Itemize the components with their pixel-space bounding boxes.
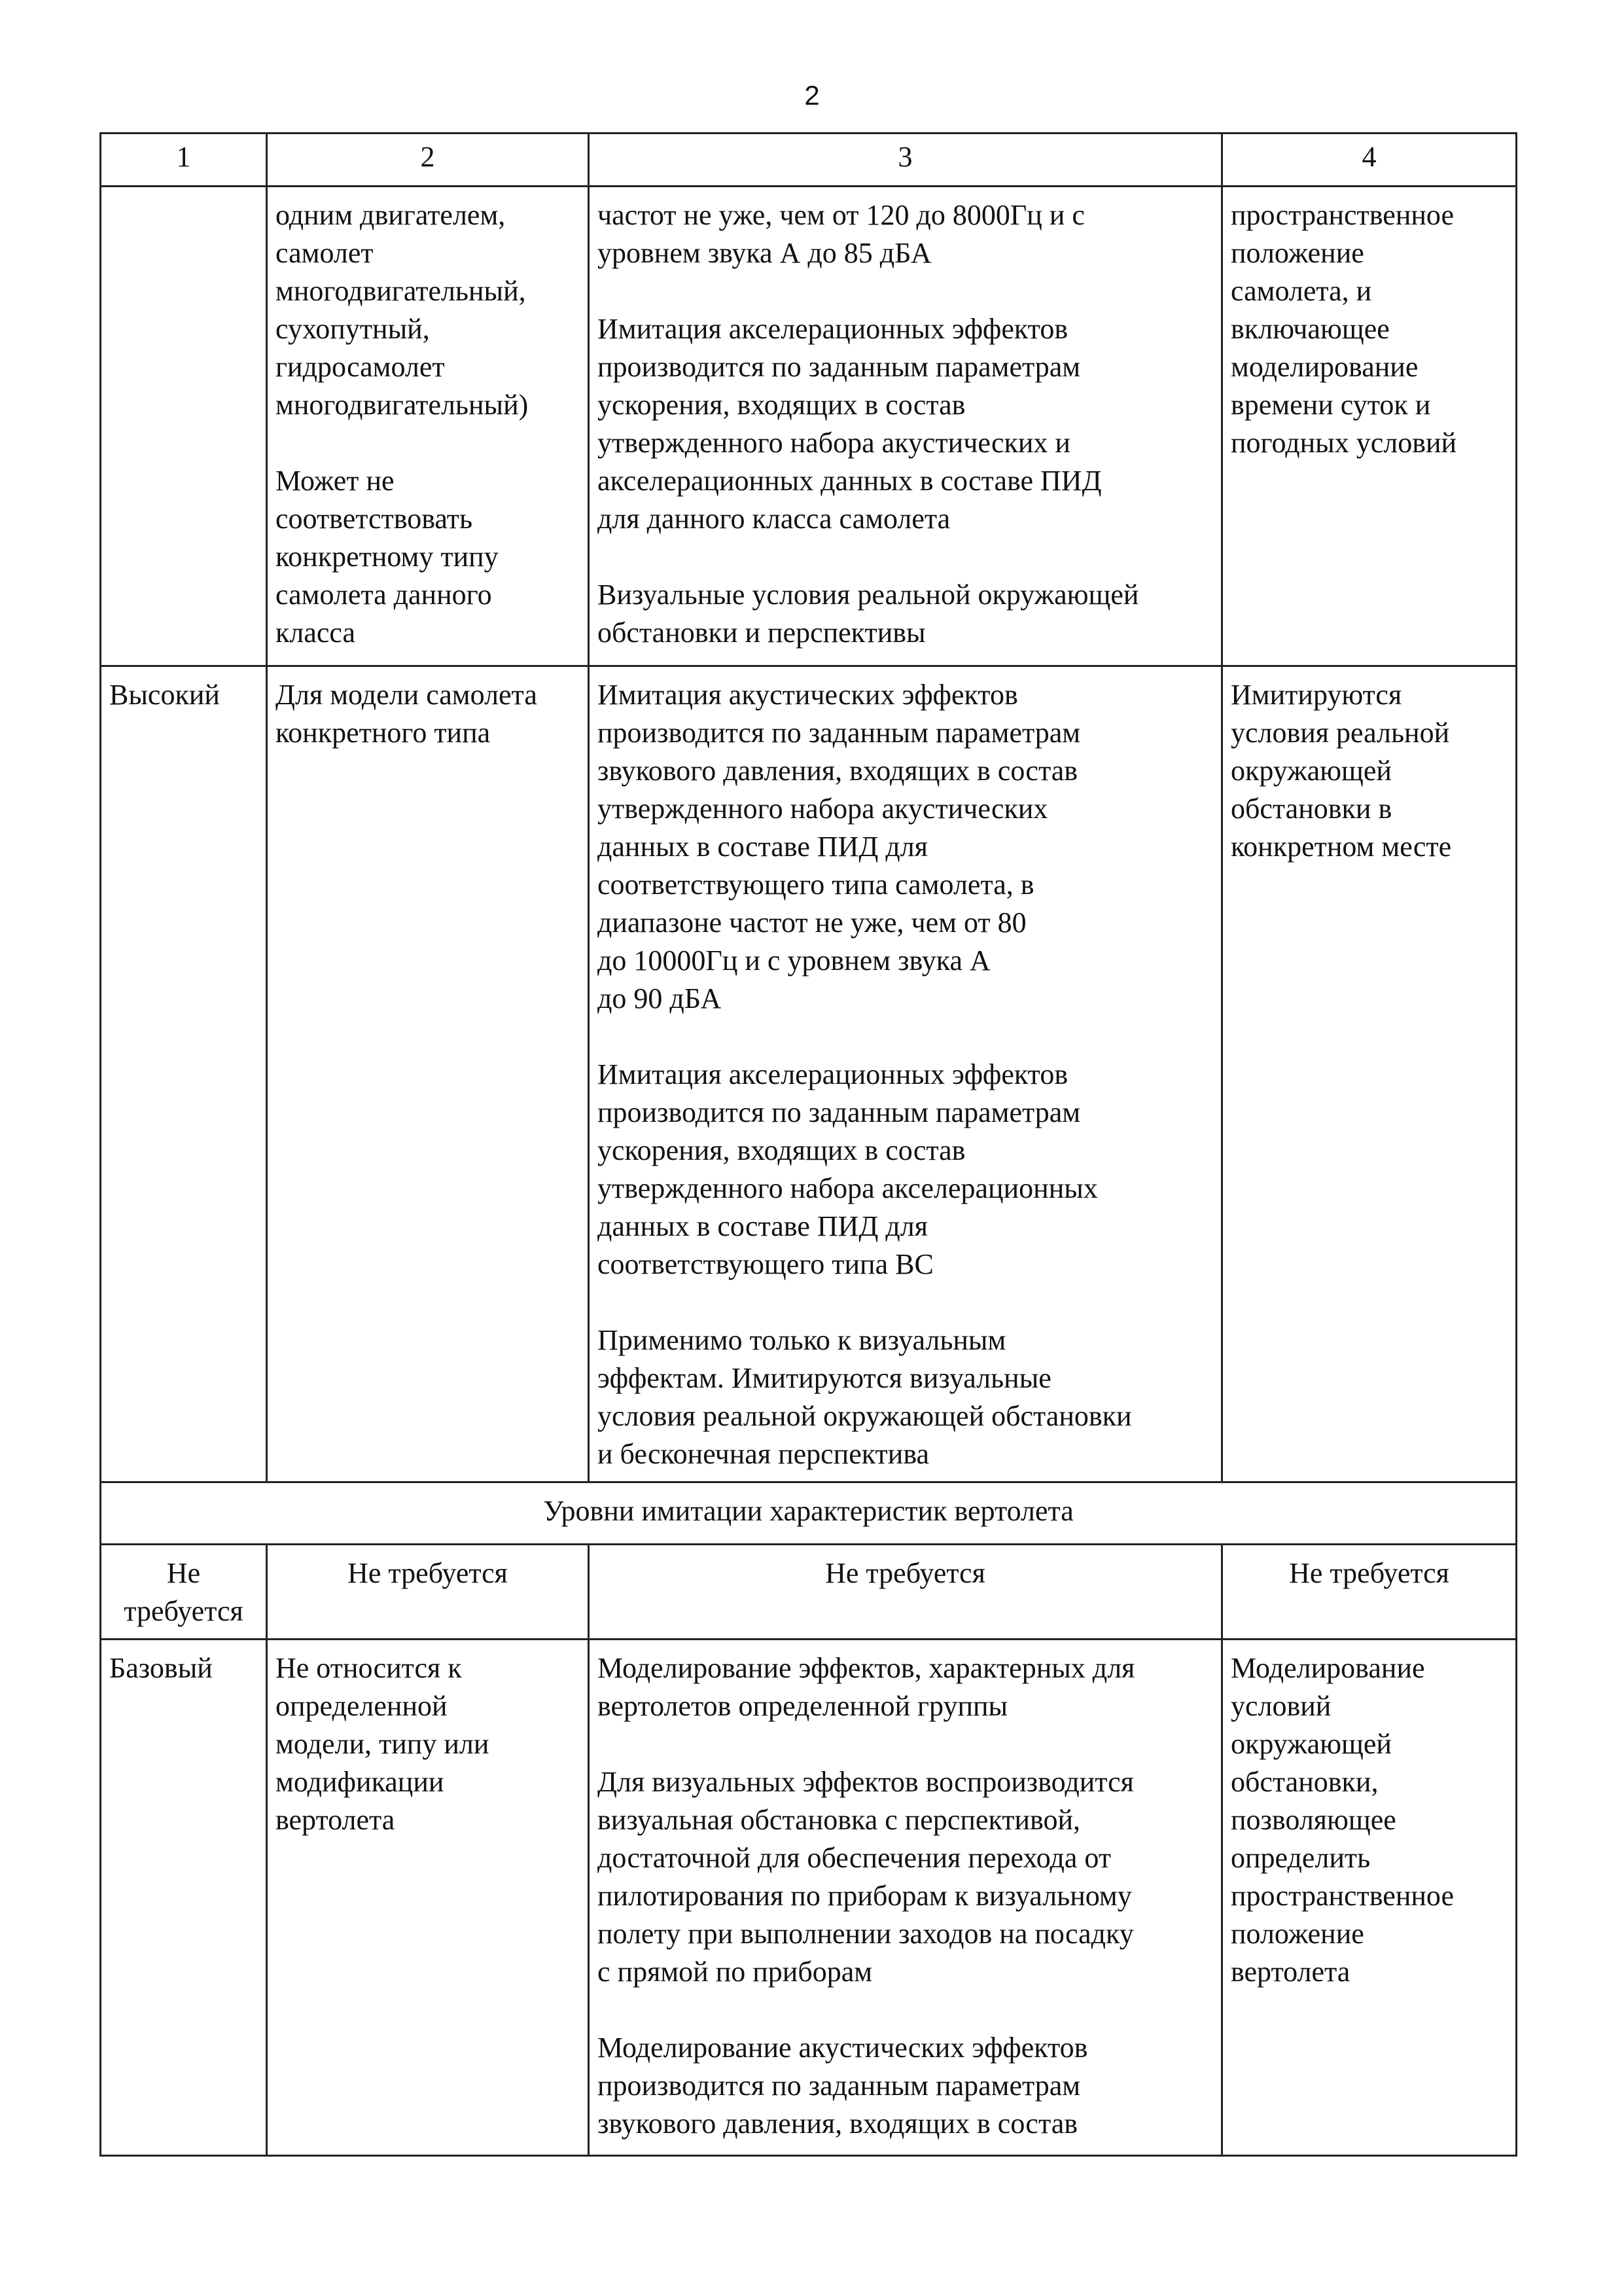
column-header-3: 3 bbox=[589, 134, 1222, 187]
model-text: Может не соответствовать конкретному типу самолета данного класса bbox=[275, 465, 499, 649]
effects-text: Применимо только к визуальным эффектам. Имитируются визуальные условия реальной окружающей обстановки и бесконечная перспектива bbox=[597, 1324, 1132, 1470]
table-row-continuation bbox=[101, 187, 1517, 666]
effects-text: Для визуальных эффектов воспроизводится визуальная обстановка с перспективой, достаточной для обеспечения перехода от пилотирования по приборам к визуальному полету при выполнении заходов на посадку с прямой по приборам bbox=[597, 1766, 1134, 1988]
effects-text: Имитация акселерационных эффектов производится по заданным параметрам ускорения, входящих в состав утвержденного набора акустических и акселерационных данных в составе ПИД для данного класса самолета bbox=[597, 313, 1102, 535]
effects-text: Визуальные условия реальной окружающей обстановки и перспективы bbox=[597, 579, 1139, 649]
table-row-base bbox=[101, 1640, 1517, 2156]
page-number: 2 bbox=[804, 80, 820, 111]
section-title: Уровни имитации характеристик вертолета bbox=[101, 1482, 1517, 1545]
column-header-2: 2 bbox=[267, 134, 589, 187]
effects-text: Имитация акселерационных эффектов производится по заданным параметрам ускорения, входящих в состав утвержденного набора акселерационных данных в составе ПИД для соответствующего типа ВС bbox=[597, 1058, 1098, 1280]
environment-cell: Не требуется bbox=[1222, 1545, 1517, 1640]
model-cell bbox=[267, 187, 589, 666]
level-cell: Базовый bbox=[101, 1640, 267, 2156]
model-cell bbox=[267, 1640, 589, 2156]
model-cell: Не требуется bbox=[267, 1545, 589, 1640]
level-cell bbox=[101, 187, 267, 666]
table-row-high bbox=[101, 666, 1517, 1482]
requirements-table bbox=[99, 132, 1517, 2157]
effects-text: частот не уже, чем от 120 до 8000Гц и с уровнем звука А до 85 дБА bbox=[597, 199, 1085, 269]
effects-text: Моделирование акустических эффектов производится по заданным параметрам звукового давления, входящих в состав bbox=[597, 2032, 1088, 2140]
model-text: одним двигателем, самолет многодвигательный, сухопутный, гидросамолет многодвигательный) bbox=[275, 199, 529, 421]
environment-cell bbox=[1222, 666, 1517, 1482]
effects-text: Моделирование эффектов, характерных для вертолетов определенной группы bbox=[597, 1652, 1135, 1722]
effects-cell bbox=[589, 1640, 1222, 2156]
column-header-row bbox=[101, 134, 1517, 187]
level-text: Не требуется bbox=[124, 1557, 243, 1627]
column-header-4: 4 bbox=[1222, 134, 1517, 187]
effects-cell bbox=[589, 666, 1222, 1482]
level-cell bbox=[101, 1545, 267, 1640]
environment-text: пространственное положение самолета, и включающее моделирование времени суток и погодных условий bbox=[1231, 199, 1457, 459]
section-heading-row bbox=[101, 1482, 1517, 1545]
effects-cell: Не требуется bbox=[589, 1545, 1222, 1640]
model-text: Не относится к определенной модели, типу или модификации вертолета bbox=[275, 1652, 489, 1836]
model-text: Для модели самолета конкретного типа bbox=[275, 679, 537, 749]
effects-text: Имитация акустических эффектов производится по заданным параметрам звукового давления, входящих в состав утвержденного набора акустических данных в составе ПИД для соответствующего типа самолета, в диапазоне частот не уже, чем от 80 до 10000Гц и с уровнем звука А до 90 дБА bbox=[597, 679, 1081, 1014]
environment-cell bbox=[1222, 187, 1517, 666]
level-cell: Высокий bbox=[101, 666, 267, 1482]
environment-text: Имитируются условия реальной окружающей обстановки в конкретном месте bbox=[1231, 679, 1452, 863]
environment-cell bbox=[1222, 1640, 1517, 2156]
table-row-not-required bbox=[101, 1545, 1517, 1640]
effects-cell bbox=[589, 187, 1222, 666]
column-header-1: 1 bbox=[101, 134, 267, 187]
environment-text: Моделирование условий окружающей обстановки, позволяющее определить пространственное положение вертолета bbox=[1231, 1652, 1454, 1988]
model-cell bbox=[267, 666, 589, 1482]
